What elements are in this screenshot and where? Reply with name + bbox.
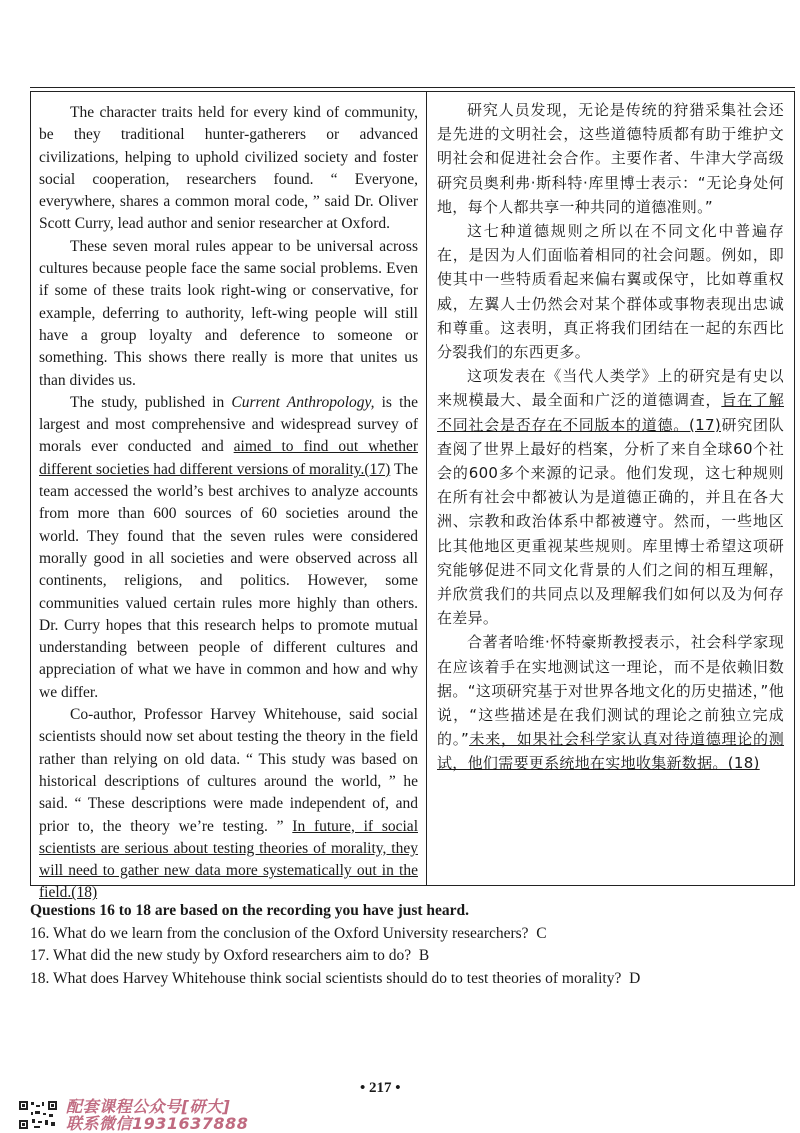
question-16: 16. What do we learn from the conclusion of the Oxford University researchers? C <box>30 924 547 942</box>
journal-title: Current Anthropology, <box>231 393 375 411</box>
english-p3-text-b: is the largest and most comprehensive and widespread survey of morals ever conducted and <box>39 393 419 456</box>
bilingual-text-box <box>30 91 795 902</box>
top-rule <box>30 87 795 88</box>
chinese-paragraph-3 <box>437 364 784 630</box>
english-p3-text-a: The study, published in <box>70 393 232 411</box>
chinese-paragraph-1: 研究人员发现，无论是传统的狩猎采集社会还是先进的文明社会，这些道德特质都有助于维护文明社会和促进社会合作。主要作者、牛津大学高级研究员奥利弗·斯科特·库里博士表示：“无论身处何地，每个人都共享一种共同的道德准则。” <box>437 101 784 216</box>
question-17: 17. What did the new study by Oxford researchers aim to do? B <box>30 947 430 964</box>
english-p3-text-c: The team accessed the world’s best archives to analyze accounts from more than 600 sources of 60 societies around the world. They found that the seven rules were considered morally good in all societies and were observed across all continents, religions, and politics. However, some communities valued certain rules more highly than others. Dr. Curry hopes that this research helps to promote mutual understanding between people of different cultures and appreciation of what we have in common and how and why we differ. <box>39 460 418 701</box>
chinese-answer-18: 未来，如果社会科学家认真对待道德理论的测试，他们需要更系统地在实地收集新数据。(18) <box>437 730 785 773</box>
questions-heading: Questions 16 to 18 are based on the recording you have just heard. <box>30 902 470 919</box>
chinese-p3-text-b: 研究团队查阅了世界上最好的档案，分析了来自全球60个社会的600多个来源的记录。他们发现，这七种规则在所有社会中都被认为是道德正确的，并且在各大洲、宗教和政治体系中都被遵守。然而，一些地区比其他地区更重视某些规则。库里博士希望这项研究能够促进不同文化背景的人们之间的相互理解，并欣赏我们的共同点以及理解我们如何以及为何存在差异。 <box>437 415 785 628</box>
page-number: • 217 • <box>360 1080 401 1096</box>
chinese-answer-17: 旨在了解不同社会是否存在不同版本的道德。(17) <box>437 391 784 434</box>
chinese-p4-text-a: 合著者哈维·怀特豪斯教授表示，社会科学家现在应该着手在实地测试这一理论，而不是依赖旧数据。“这项研究基于对世界各地文化的历史描述，”他说，“这些描述是在我们测试的理论之前独立完成的。” <box>437 633 784 749</box>
qr-code-icon <box>18 1100 58 1130</box>
chinese-paragraph-4 <box>437 630 784 775</box>
english-paragraph-4 <box>39 704 418 905</box>
english-paragraph-2: These seven moral rules appear to be universal across cultures because people face the same social problems. Even if some of these traits look right-wing or conservative, for example, deferring to authority, left-wing people will still have a group loyalty and deference to someone or something. This shows there really is more that unites us than divides us. <box>39 237 418 389</box>
chinese-paragraph-2: 这七种道德规则之所以在不同文化中普遍存在，是因为人们面临着相同的社会问题。例如，即使其中一些特质看起来偏右翼或保守，比如尊重权威，左翼人士仍然会对某个群体或事物表现出忠诚和尊重。这表明，真正将我们团结在一起的东西比分裂我们的东西更多。 <box>437 222 784 362</box>
english-column <box>31 92 427 902</box>
promo-watermark <box>66 1098 316 1132</box>
english-paragraph-1: The character traits held for every kind of community, be they traditional hunter-gatherers or advanced civilizations, helping to uphold civilized society and foster social cooperation, researchers found. “ Everyone, everywhere, shares a common moral code, ” said Dr. Oliver Scott Curry, lead author and senior researcher at Oxford. <box>39 104 418 233</box>
english-answer-18: In future, if social scientists are serious about testing theories of morality, they will need to gather new data more systematically out in the field.(18) <box>39 817 418 902</box>
english-p4-text-a: Co-author, Professor Harvey Whitehouse, said social scientists should now set about testing the theory in the field rather than relying on old data. “ This study was based on historical descriptions of cultures around the world, ” he said. “ These descriptions were made independent of, and prior to, the theory we’re testing. ” <box>39 706 418 835</box>
english-paragraph-3 <box>39 392 418 704</box>
promo-line-2: 联系微信1931637888 <box>66 1114 249 1133</box>
promo-line-1: 配套课程公众号[研大] <box>66 1097 231 1116</box>
english-answer-17: aimed to find out whether different societies had different versions of morality.(17) <box>39 438 418 478</box>
question-18: 18. What does Harvey Whitehouse think social scientists should do to test theories of morality? D <box>30 969 641 987</box>
questions-section <box>30 900 795 990</box>
chinese-p3-text-a: 这项发表在《当代人类学》上的研究是有史以来规模最大、最全面和广泛的道德调查， <box>437 367 784 410</box>
chinese-column <box>427 92 794 885</box>
